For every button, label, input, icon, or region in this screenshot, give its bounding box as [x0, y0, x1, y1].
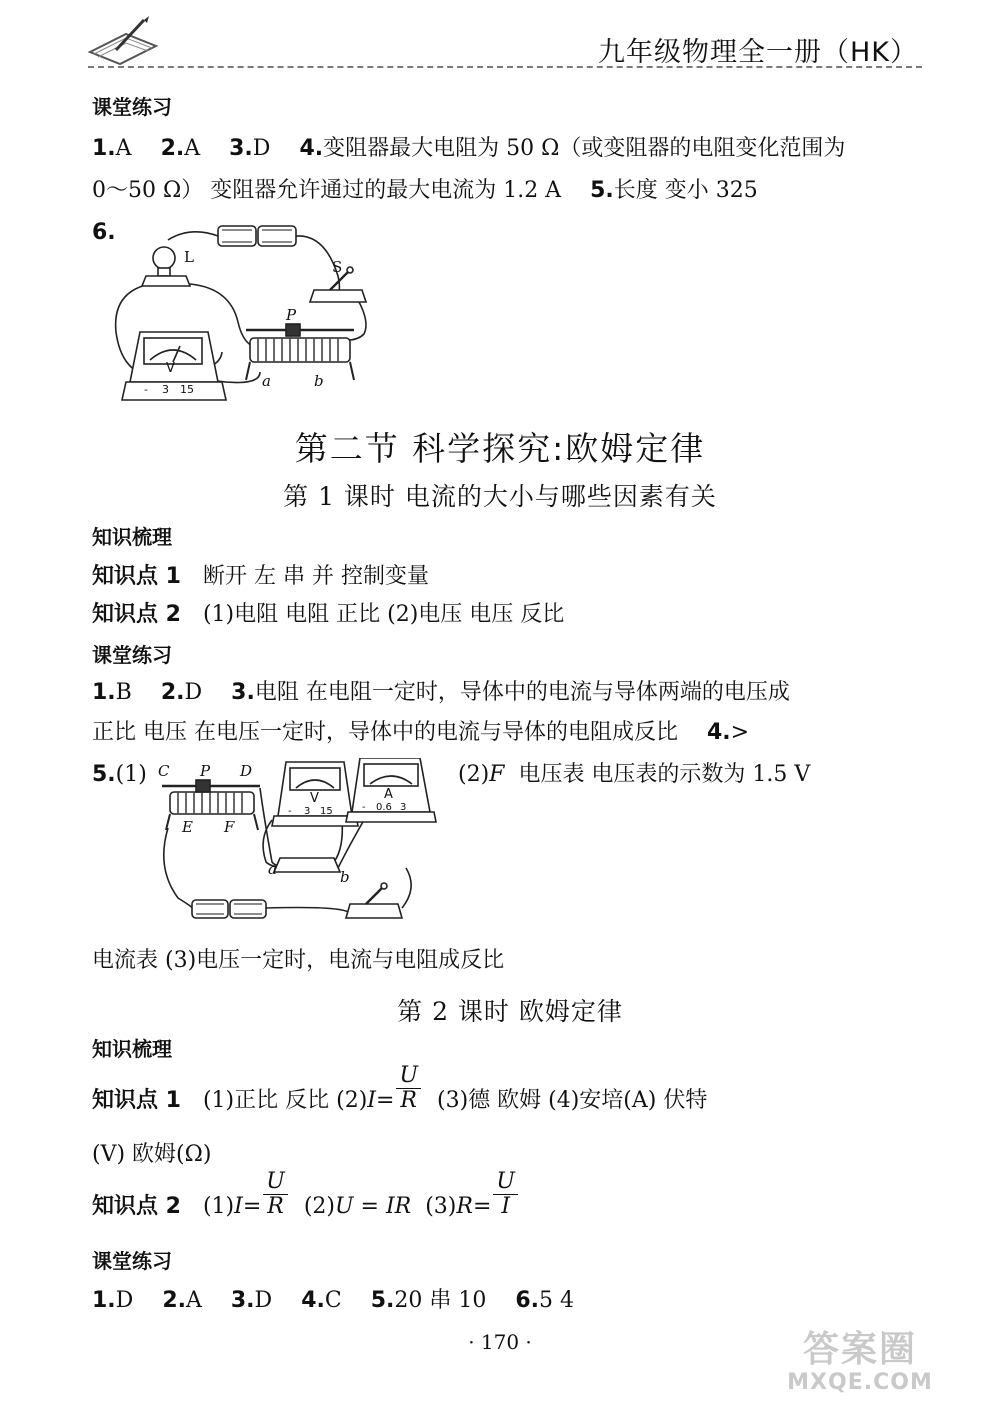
terminal-3: 3 [400, 802, 407, 813]
wire [266, 908, 348, 913]
terminal-15: 15 [180, 383, 194, 396]
lesson-title: 第 2 课时 欧姆定律 [397, 997, 623, 1026]
terminal-E: E [182, 818, 193, 836]
rheostat [162, 780, 260, 830]
terminal-F: F [224, 818, 235, 836]
wire [402, 868, 411, 908]
question-number: 5.(1) [92, 762, 147, 787]
section-heading-practice: 课堂练习 [92, 1249, 172, 1273]
fraction-U-over-R: $\frac{U}{R}$ [263, 1170, 288, 1219]
answer-line: 正比 电压 在电压一定时，导体中的电流与导体的电阻成反比 4.> [92, 720, 750, 745]
header-title: 九年级物理全一册（HK） [597, 37, 918, 68]
fraction-U-over-R: $\frac{U}{R}$ [396, 1064, 421, 1113]
knowledge-point: 知识点 2 (1)I= $\frac{U}{R}$ (2)U = IR (3)R= $\frac{U}{I}$ [92, 1192, 520, 1222]
resistor-base [274, 858, 340, 872]
terminal-a: a [268, 860, 277, 878]
terminal-15: 15 [320, 806, 333, 817]
voltmeter-label: V [310, 791, 319, 806]
terminal-D: D [240, 762, 253, 780]
ammeter-label: A [384, 787, 393, 802]
watermark [760, 1330, 960, 1402]
answer-line: 1.D 2.A 3.D 4.C 5.20 串 10 6.5 4 [92, 1288, 575, 1313]
answer-line: (2)F 电压表 电压表的示数为 1.5 V [458, 762, 811, 787]
voltmeter-label: V [166, 361, 175, 376]
terminal-0.6: 0.6 [376, 802, 392, 813]
section-heading-knowledge: 知识梳理 [92, 525, 172, 549]
terminal-minus: - [288, 806, 292, 817]
question-number: 6. [92, 220, 116, 245]
terminal-a-label: a [262, 372, 271, 390]
watermark-url: MXQE.COM [787, 1370, 933, 1395]
knowledge-point: 知识点 2 (1)电阻 电阻 正比 (2)电压 电压 反比 [92, 602, 565, 627]
answer-line: 1.A 2.A 3.D 4.变阻器最大电阻为 50 Ω（或变阻器的电阻变化范围为 [92, 136, 846, 161]
header-logo [86, 14, 162, 66]
section-title: 第二节 科学探究:欧姆定律 [294, 429, 706, 468]
answer-line: 1.B 2.D 3.电阻 在电阻一定时，导体中的电流与导体两端的电压成 [92, 680, 790, 705]
terminal-b-label: b [314, 372, 324, 390]
wire [348, 300, 366, 340]
circuit-diagram-1 [110, 222, 380, 412]
knowledge-point: 知识点 1 (1)正比 反比 (2)I= $\frac{U}{R}$ (3)德 欧姆 (4)安培(A) 伏特 [92, 1062, 708, 1113]
wire [168, 232, 218, 240]
battery-cell [192, 900, 228, 918]
page-number: · 170 · [468, 1330, 532, 1354]
terminal-minus: - [144, 383, 148, 396]
battery-cell [230, 900, 266, 918]
terminal-b: b [340, 868, 350, 886]
switch-label: S [332, 258, 343, 276]
lesson-title: 第 1 课时 电流的大小与哪些因素有关 [283, 482, 717, 511]
terminal-P: P [200, 762, 211, 780]
knowledge-point-continued: (V) 欧姆(Ω) [92, 1142, 212, 1167]
section-heading-knowledge: 知识梳理 [92, 1037, 172, 1061]
switch [346, 883, 402, 918]
terminal-3: 3 [304, 806, 311, 817]
knowledge-point: 知识点 1 断开 左 串 并 控制变量 [92, 564, 429, 589]
answer-line: 电流表 (3)电压一定时，电流与电阻成反比 [92, 948, 505, 973]
lamp-bulb [142, 247, 190, 286]
section-heading-practice: 课堂练习 [92, 95, 172, 119]
battery-cell [218, 226, 256, 246]
section-heading-practice: 课堂练习 [92, 643, 172, 667]
answer-line: 0～50 Ω） 变阻器允许通过的最大电流为 1.2 A 5.长度 变小 325 [92, 178, 758, 203]
slider-label: P [286, 306, 297, 324]
circuit-diagram-2 [148, 758, 440, 936]
pen-paper-icon [86, 14, 162, 66]
wire [164, 828, 192, 908]
header-divider [88, 66, 922, 68]
lamp-label: L [184, 248, 194, 266]
fraction-U-over-I: $\frac{U}{I}$ [493, 1170, 518, 1219]
watermark-logo-text: 答案圈 [802, 1329, 917, 1370]
terminal-3: 3 [162, 383, 169, 396]
terminal-C: C [158, 762, 170, 780]
terminal-minus: - [362, 802, 366, 813]
battery-cell [258, 226, 296, 246]
